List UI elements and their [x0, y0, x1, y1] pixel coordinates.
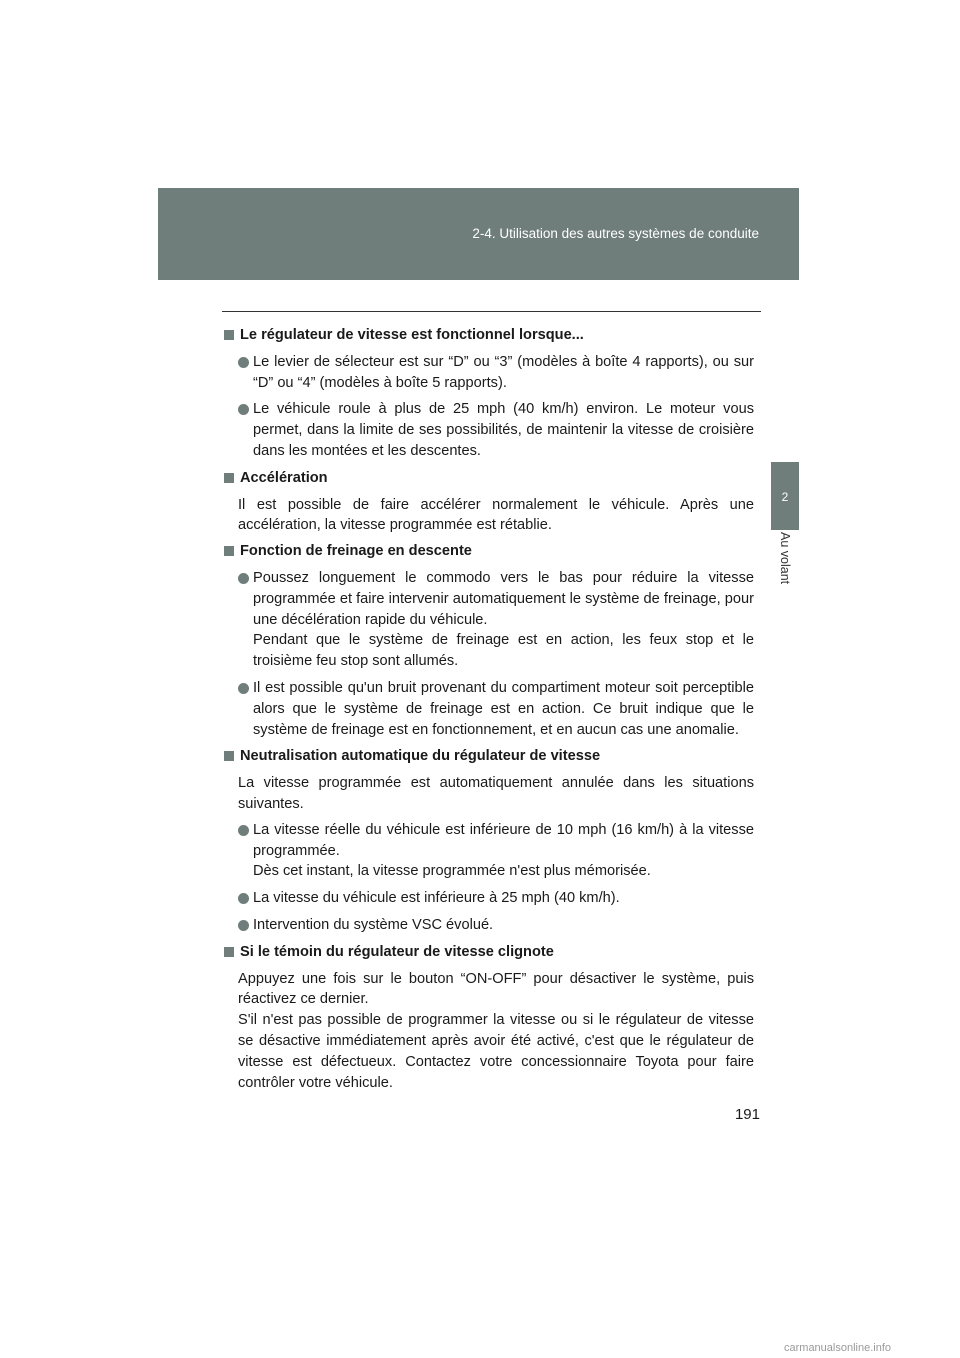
list-item: La vitesse du véhicule est inférieure à 25 mph (40 km/h). [238, 888, 754, 909]
square-bullet-icon [224, 330, 234, 340]
chapter-side-label [771, 532, 799, 602]
circle-bullet-icon [238, 683, 249, 694]
chapter-tab [771, 462, 799, 530]
page-number: 191 [734, 1106, 760, 1123]
section [224, 468, 754, 536]
section [224, 541, 754, 740]
watermark: carmanualsonline.info [784, 1342, 892, 1354]
section-title: Neutralisation automatique du régulateur de vitesse [224, 746, 754, 767]
list-item: La vitesse réelle du véhicule est inférieure de 10 mph (16 km/h) à la vitesse programmée. Dès cet instant, la vitesse programmée n'est plus mémorisée. [238, 820, 754, 882]
circle-bullet-icon [238, 357, 249, 368]
list-item: Le véhicule roule à plus de 25 mph (40 km/h) environ. Le moteur vous permet, dans la limite de ses possibilités, de maintenir la vitesse de croisière dans les montées et les descentes. [238, 399, 754, 461]
header-band [158, 188, 799, 280]
section-title: Si le témoin du régulateur de vitesse clignote [224, 942, 754, 963]
list-item: Intervention du système VSC évolué. [238, 915, 754, 936]
header-rule [222, 311, 761, 312]
section-title: Fonction de freinage en descente [224, 541, 754, 562]
section [224, 746, 754, 935]
list-item: Poussez longuement le commodo vers le bas pour réduire la vitesse programmée et faire intervenir automatiquement le système de freinage, pour une décélération rapide du véhicule. Pendant que le système de freinage est en action, les feux stop et le troisième feu stop sont allumés. [238, 568, 754, 672]
square-bullet-icon [224, 751, 234, 761]
paragraph: Il est possible de faire accélérer normalement le véhicule. Après une accélération, la vitesse programmée est rétablie. [238, 496, 754, 534]
circle-bullet-icon [238, 404, 249, 415]
section-title: Le régulateur de vitesse est fonctionnel lorsque... [224, 325, 754, 346]
paragraph: La vitesse programmée est automatiquement annulée dans les situations suivantes. [238, 775, 754, 812]
square-bullet-icon [224, 473, 234, 483]
chapter-title: 2-4. Utilisation des autres systèmes de conduite [472, 226, 759, 241]
section [224, 325, 754, 462]
circle-bullet-icon [238, 893, 249, 904]
circle-bullet-icon [238, 825, 249, 836]
section-title: Accélération [224, 468, 754, 489]
chapter-number: 2 [781, 490, 789, 504]
circle-bullet-icon [238, 573, 249, 584]
section [224, 942, 754, 1094]
list-item: Le levier de sélecteur est sur “D” ou “3” (modèles à boîte 4 rapports), ou sur “D” ou “4” (modèles à boîte 5 rapports). [238, 352, 754, 394]
list-item: Il est possible qu'un bruit provenant du compartiment moteur soit perceptible alors que le système de freinage est en action. Ce bruit indique que le système de freinage est en fonctionnement, et en aucun cas une anomalie. [238, 678, 754, 740]
square-bullet-icon [224, 546, 234, 556]
square-bullet-icon [224, 947, 234, 957]
circle-bullet-icon [238, 920, 249, 931]
page-content [224, 325, 754, 1098]
paragraph: Appuyez une fois sur le bouton “ON-OFF” pour désactiver le système, puis réactivez ce dernier. S'il n'est pas possible de programmer la vitesse ou si le régulateur de vitesse se désactive immédiatement après avoir été activé, c'est que le régulateur de vitesse est défectueux. Contactez votre concessionnaire Toyota pour faire contrôler votre véhicule. [238, 970, 754, 1091]
chapter-side-label-text: Au volant [778, 532, 792, 585]
